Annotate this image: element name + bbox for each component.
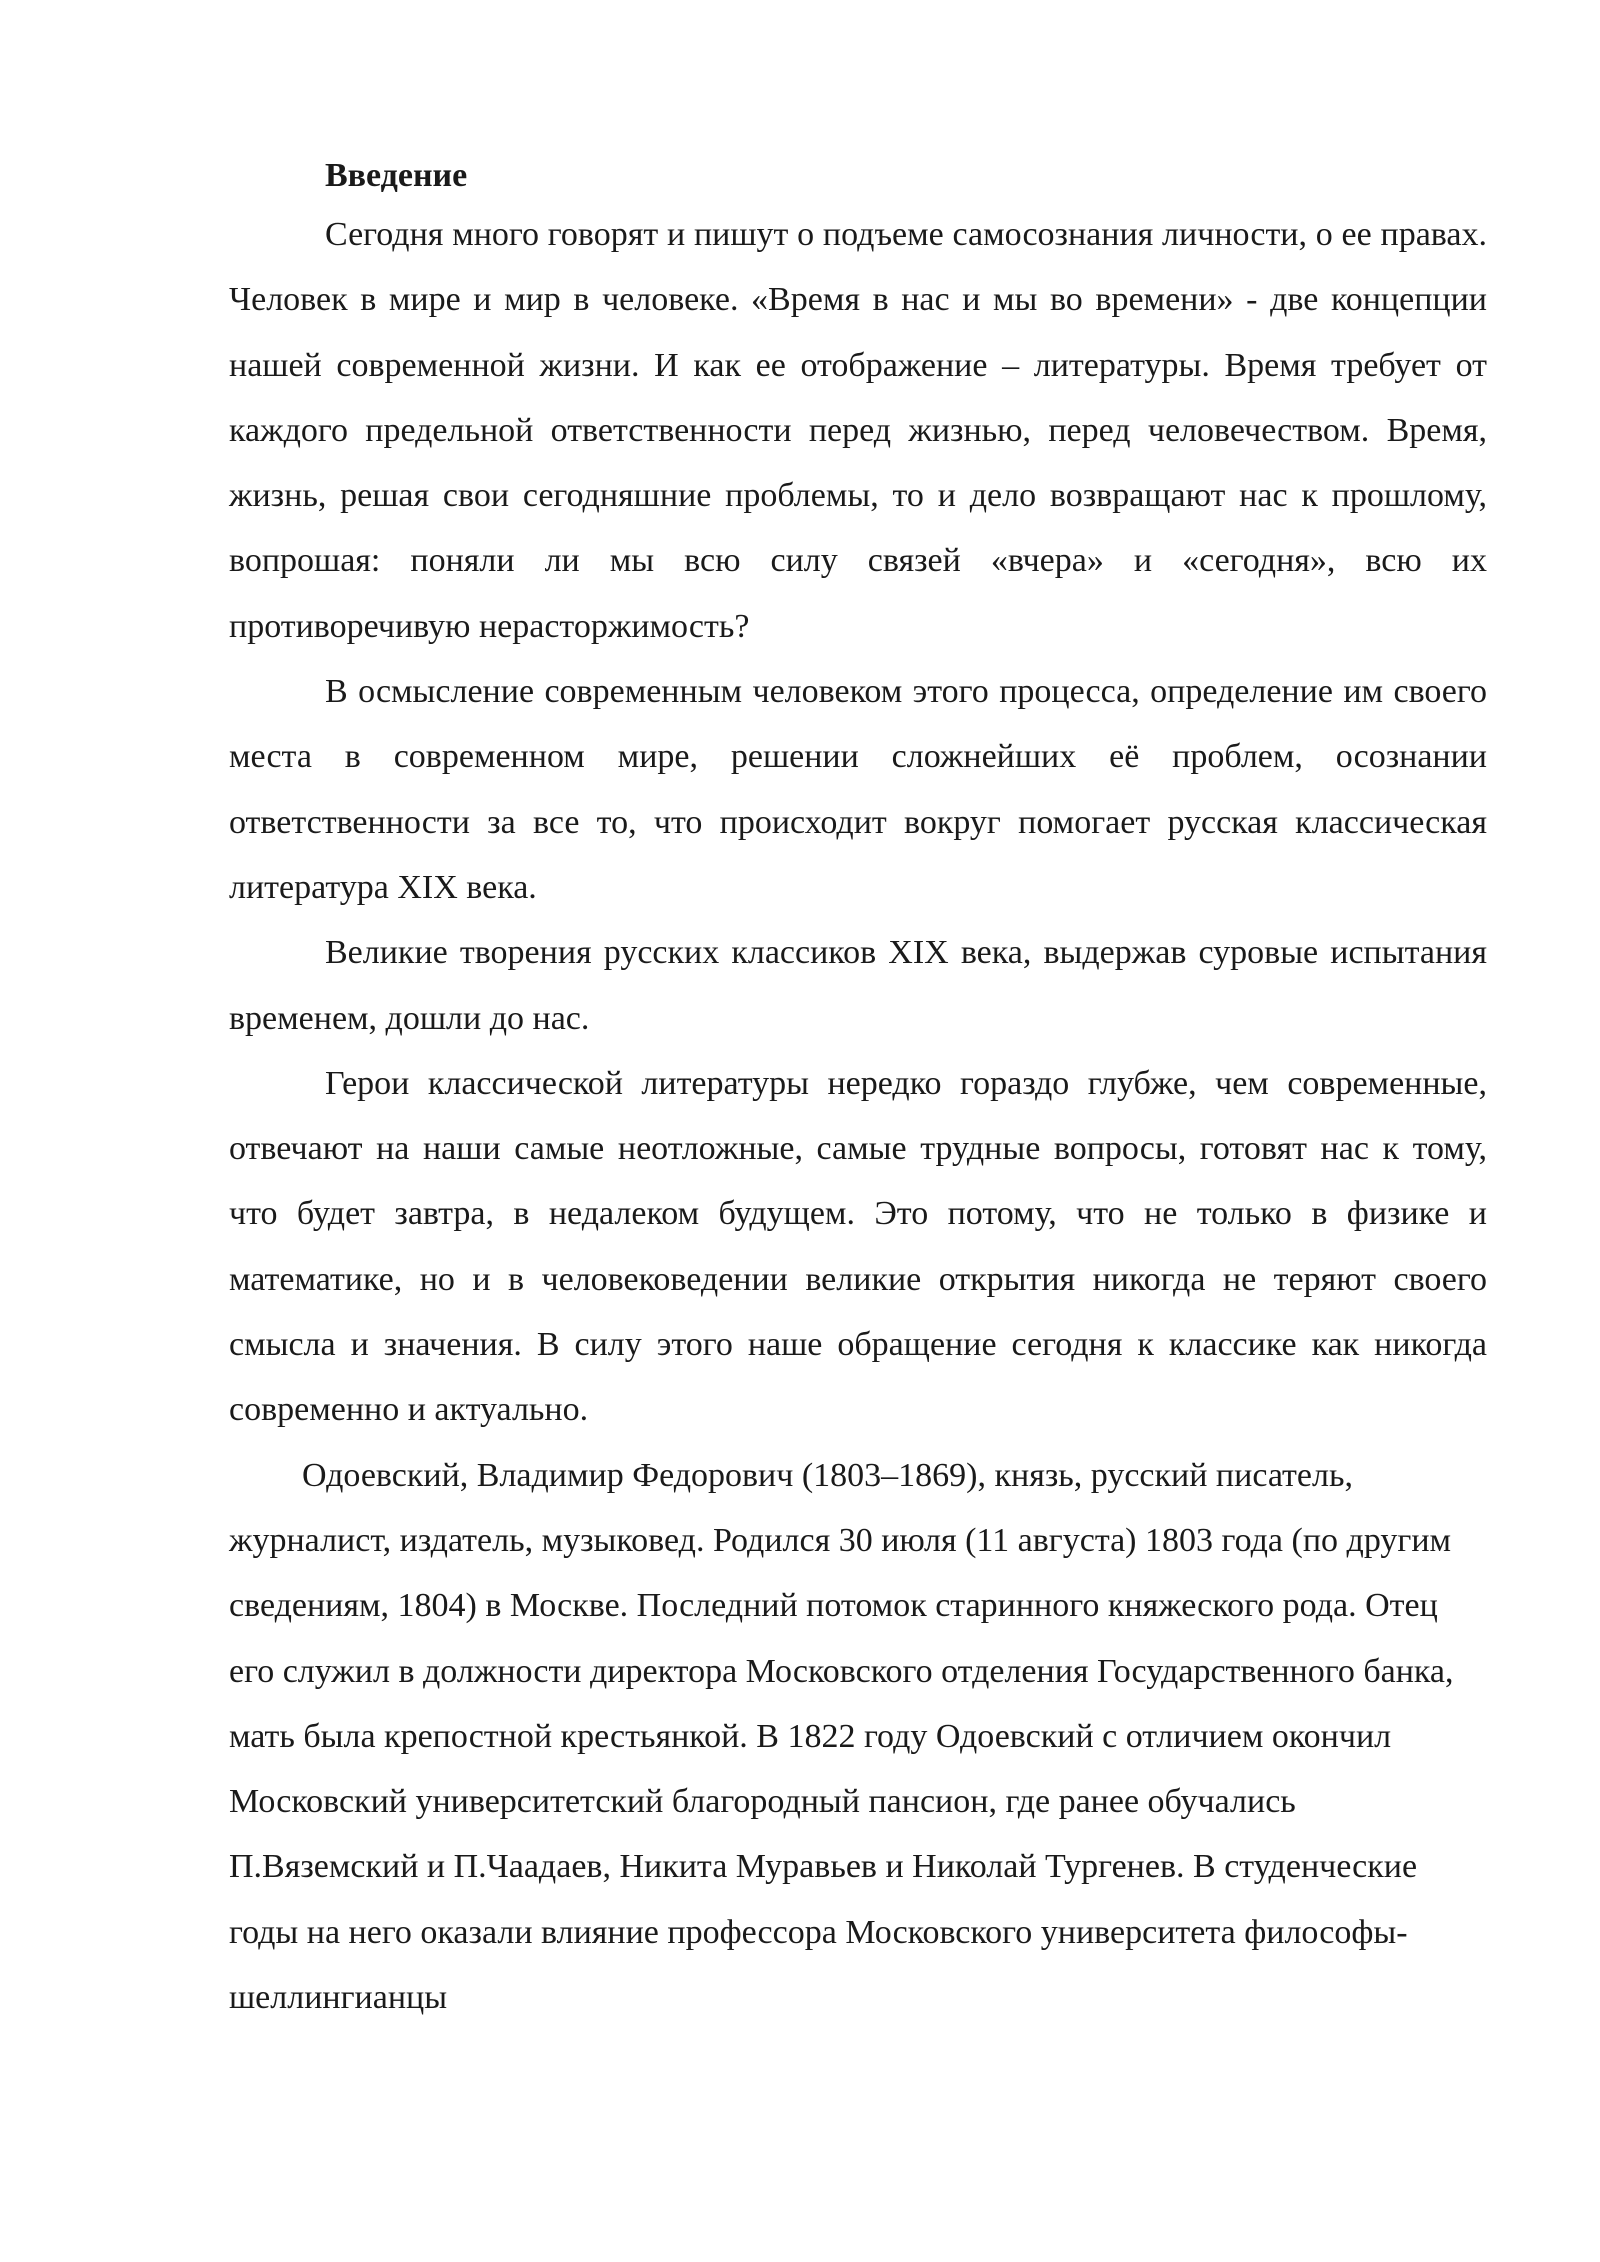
paragraph-understanding: В осмысление современным человеком этого процесса, определение им своего места в современном мире, решении сложнейших её проблем, осознании ответственности за все то, что происходит вокруг помогает русская классическая литература XIX века. — [229, 673, 1487, 906]
document-body — [229, 150, 1487, 2030]
paragraph-intro: Сегодня много говорят и пишут о подъеме самосознания личности, о ее правах. Человек в мире и мир в человеке. «Время в нас и мы во времени» - две концепции нашей современной жизни. И как ее отображение – литературы. Время требует от каждого предельной ответственности перед жизнью, перед человечеством. Время, жизнь, решая свои сегодняшние проблемы, то и дело возвращают нас к прошлому, вопрошая: поняли ли мы всю силу связей «вчера» и «сегодня», всю их противоречивую нерасторжимость? — [229, 216, 1487, 645]
section-heading: Введение — [325, 157, 468, 194]
paragraph-great-works: Великие творения русских классиков XIX века, выдержав суровые испытания временем, дошли до нас. — [229, 934, 1487, 1037]
paragraph-heroes: Герои классической литературы нередко гораздо глубже, чем современные, отвечают на наши самые неотложные, самые трудные вопросы, готовят нас к тому, что будет завтра, в недалеком будущем. Это потому, что не только в физике и математике, но и в человековедении великие открытия никогда не теряют своего смысла и значения. В силу этого наше обращение сегодня к классике как никогда современно и актуально. — [229, 1064, 1487, 1429]
paragraph-biography: Одоевский, Владимир Федорович (1803–1869), князь, русский писатель, журналист, издатель, музыковед. Родился 30 июля (11 августа) 1803 года (по другим сведениям, 1804) в Москве. Последний потомок старинного княжеского рода. Отец его служил в должности директора Московского отделения Государственного банка, мать была крепостной крестьянкой. В 1822 году Одоевский с отличием окончил Московский университетский благородный пансион, где ранее обучались П.Вяземский и П.Чаадаев, Никита Муравьев и Николай Тургенев. В студенческие годы на него оказали влияние профессора Московского университета философы-шеллингианцы — [229, 1456, 1454, 2017]
